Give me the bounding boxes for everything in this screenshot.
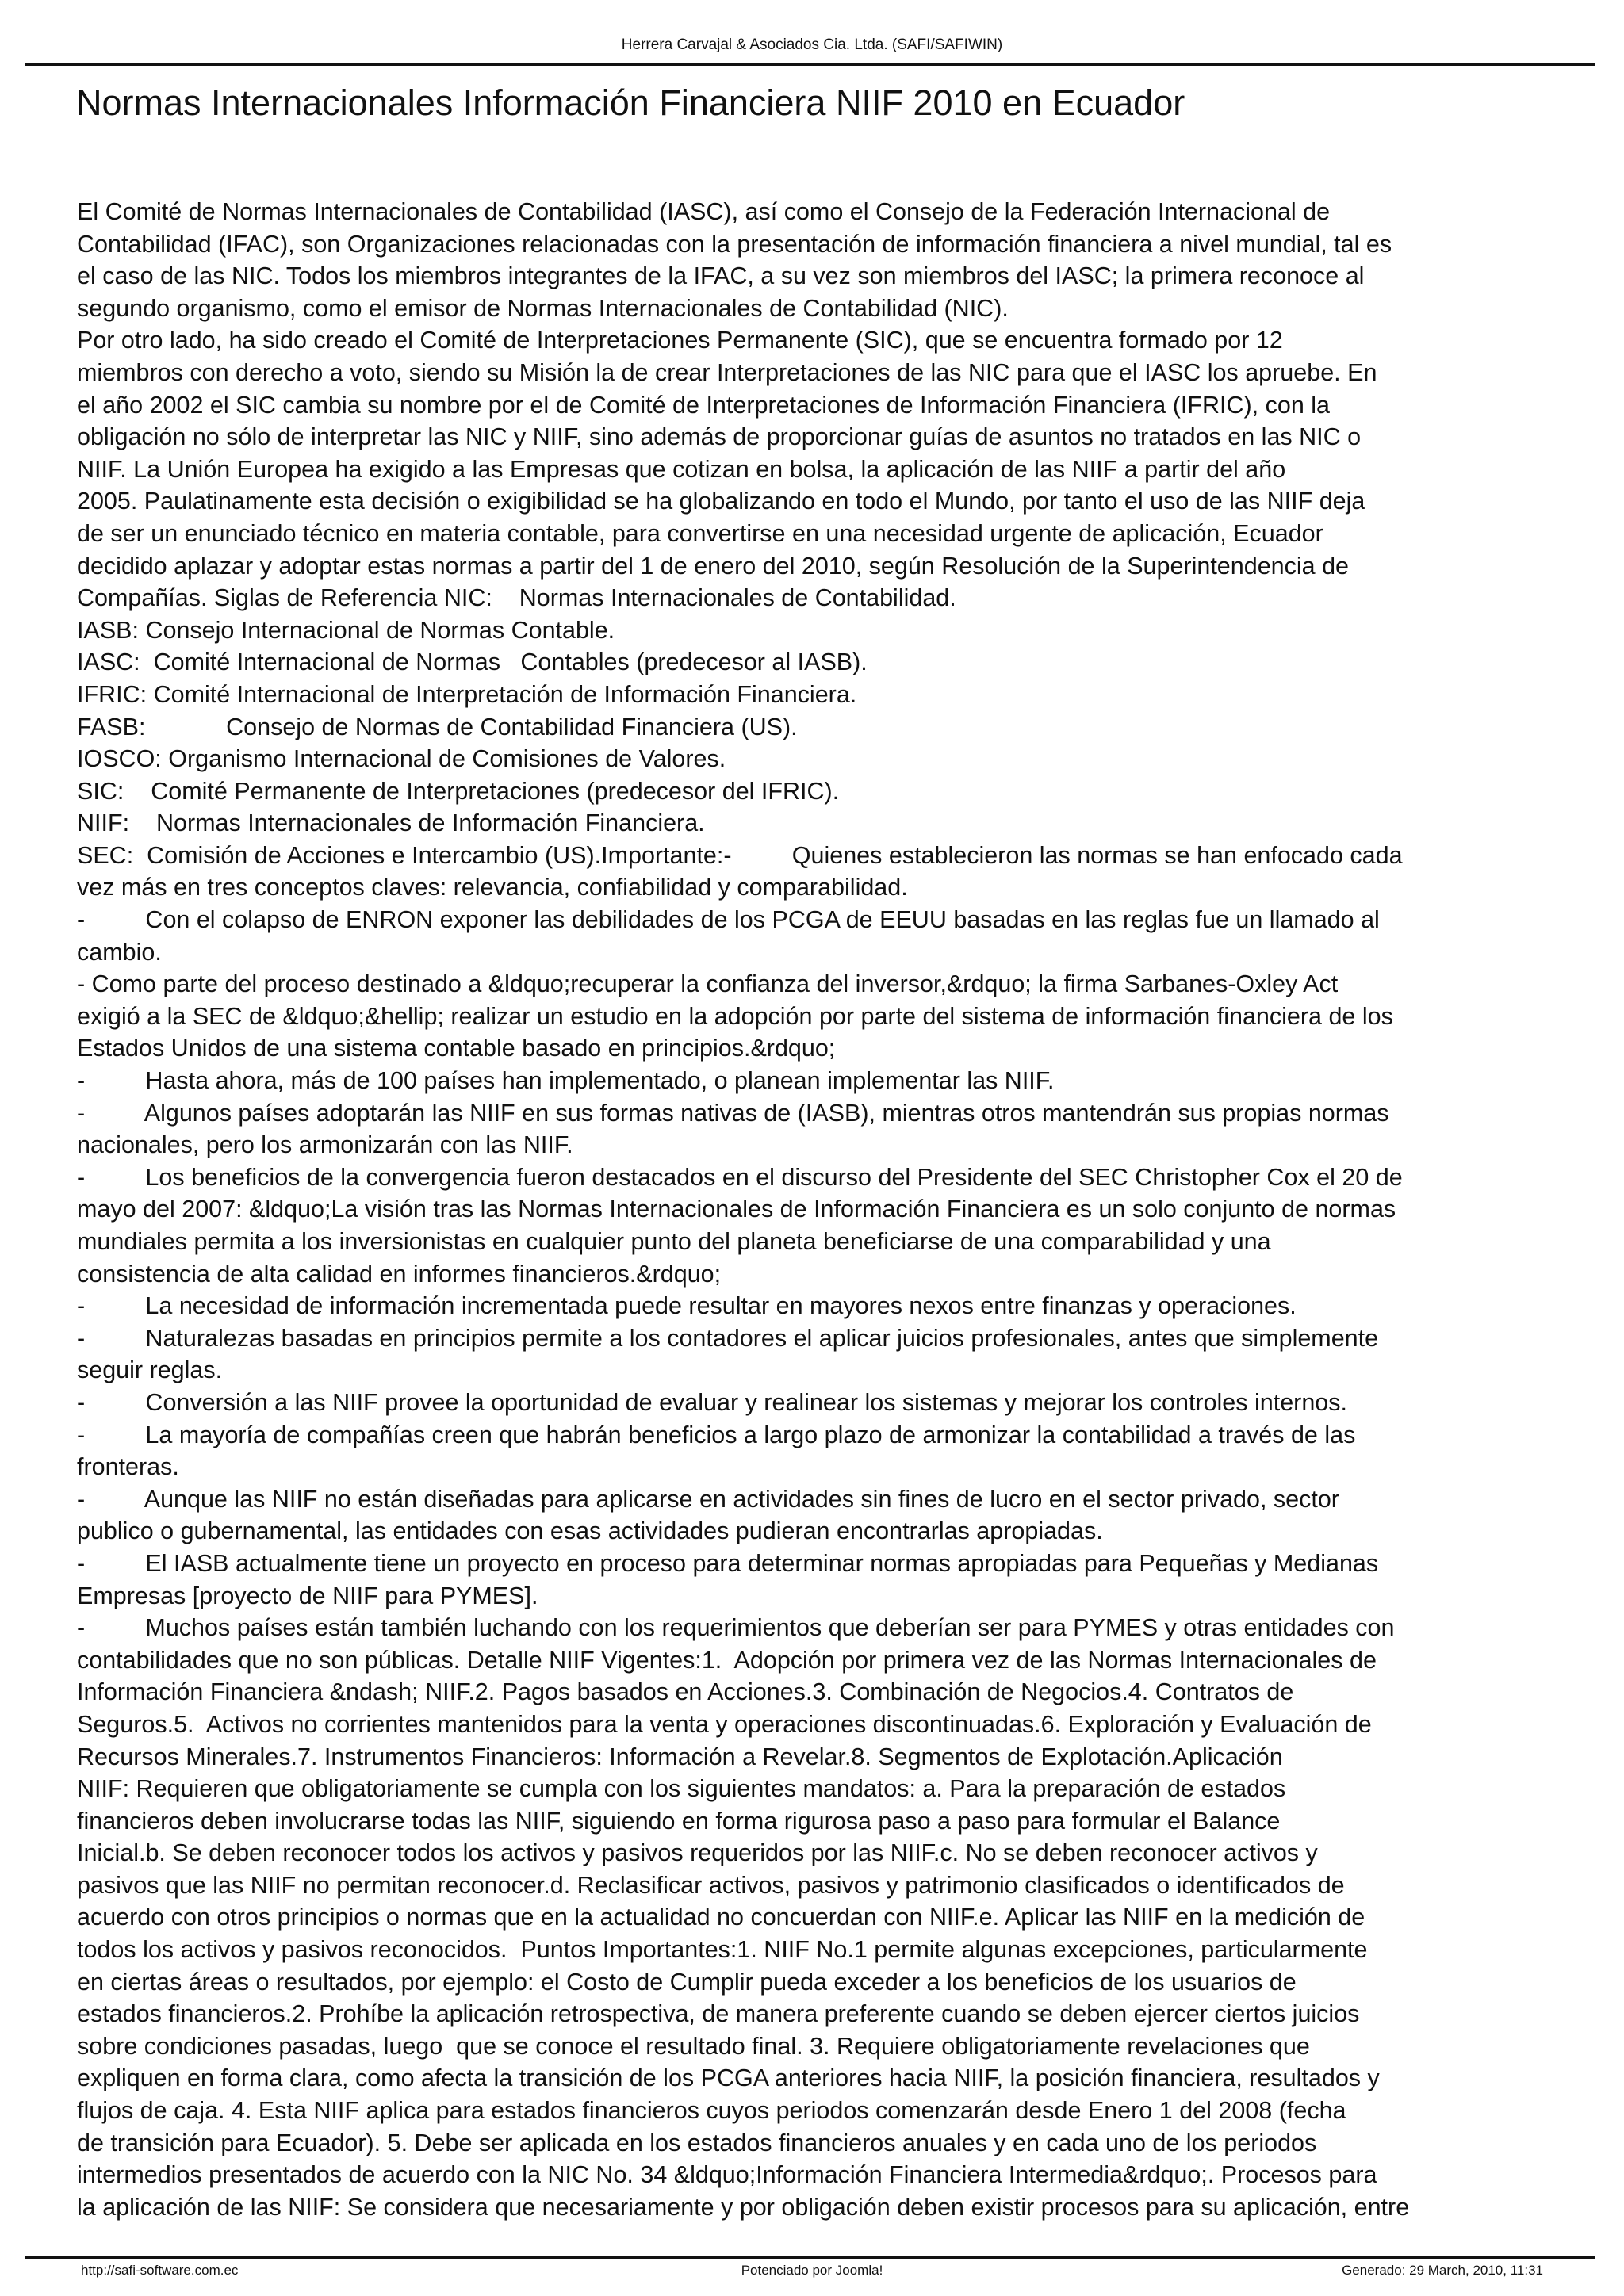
body-text-line: cambio. bbox=[77, 938, 162, 966]
body-text-line: fronteras. bbox=[77, 1453, 179, 1481]
page-title: Normas Internacionales Información Financiera NIIF 2010 en Ecuador bbox=[76, 82, 1185, 123]
body-text-line: NIIF: Normas Internacionales de Información Financiera. bbox=[77, 809, 705, 837]
body-text-line: la aplicación de las NIIF: Se considera que necesariamente y por obligación deben existir procesos para su aplicación, entre bbox=[77, 2193, 1410, 2221]
body-text-line: - Hasta ahora, más de 100 países han implementado, o planean implementar las NIIF. bbox=[77, 1067, 1055, 1095]
body-text-line: FASB: Consejo de Normas de Contabilidad Financiera (US). bbox=[77, 713, 798, 740]
body-text-line: Seguros.5. Activos no corrientes mantenidos para la venta y operaciones discontinuadas.6. Exploración y Evaluación de bbox=[77, 1710, 1372, 1738]
body-text-line: intermedios presentados de acuerdo con la NIC No. 34 &ldquo;Información Financiera Intermedia&rdquo;. Procesos para bbox=[77, 2161, 1377, 2189]
body-text-line: Información Financiera &ndash; NIIF.2. Pagos basados en Acciones.3. Combinación de Negocios.4. Contratos de bbox=[77, 1678, 1294, 1706]
body-text-line: contabilidades que no son públicas. Detalle NIIF Vigentes:1. Adopción por primera vez de las Normas Internacionales de bbox=[77, 1646, 1377, 1674]
body-text-line: financieros deben involucrarse todas las NIIF, siguiendo en forma rigurosa paso a paso para formular el Balance bbox=[77, 1807, 1281, 1835]
footer-powered-by: Potenciado por Joomla! bbox=[741, 2263, 883, 2278]
body-text-line: nacionales, pero los armonizarán con las NIIF. bbox=[77, 1131, 573, 1159]
body-text-line: NIIF. La Unión Europea ha exigido a las Empresas que cotizan en bolsa, la aplicación de las NIIF a partir del año bbox=[77, 455, 1286, 483]
body-text-line: - Aunque las NIIF no están diseñadas para aplicarse en actividades sin fines de lucro en el sector privado, sector bbox=[77, 1485, 1339, 1513]
body-text-line: de ser un enunciado técnico en materia contable, para convertirse en una necesidad urgente de aplicación, Ecuador bbox=[77, 519, 1323, 547]
body-text-line: 2005. Paulatinamente esta decisión o exigibilidad se ha globalizando en todo el Mundo, por tanto el uso de las NIIF deja bbox=[77, 488, 1365, 515]
body-text-line: todos los activos y pasivos reconocidos. Puntos Importantes:1. NIIF No.1 permite algunas excepciones, particularmente bbox=[77, 1936, 1368, 1964]
body-text-line: segundo organismo, como el emisor de Normas Internacionales de Contabilidad (NIC). bbox=[77, 294, 1009, 322]
body-text-line: - Los beneficios de la convergencia fueron destacados en el discurso del Presidente del SEC Christopher Cox el 20 de bbox=[77, 1163, 1403, 1191]
body-text-line: consistencia de alta calidad en informes financieros.&rdquo; bbox=[77, 1260, 722, 1288]
header-divider bbox=[25, 63, 1595, 66]
body-text-line: el caso de las NIC. Todos los miembros integrantes de la IFAC, a su vez son miembros del IASC; la primera reconoce al bbox=[77, 262, 1365, 290]
body-text-line: - Algunos países adoptarán las NIIF en sus formas nativas de (IASB), mientras otros mantendrán sus propias normas bbox=[77, 1099, 1389, 1127]
body-text-line: decidido aplazar y adoptar estas normas a partir del 1 de enero del 2010, según Resolución de la Superintendencia de bbox=[77, 552, 1350, 580]
body-text-line: - Naturalezas basadas en principios permite a los contadores el aplicar juicios profesionales, antes que simplemente bbox=[77, 1324, 1379, 1352]
body-text-line: - Muchos países están también luchando con los requerimientos que deberían ser para PYMES y otras entidades con bbox=[77, 1614, 1395, 1642]
body-text-line: flujos de caja. 4. Esta NIIF aplica para estados financieros cuyos periodos comenzarán desde Enero 1 del 2008 (fecha bbox=[77, 2097, 1346, 2125]
body-text-line: exigió a la SEC de &ldquo;&hellip; realizar un estudio en la adopción por parte del sistema de información financiera de los bbox=[77, 1002, 1393, 1030]
body-text-line: en ciertas áreas o resultados, por ejemplo: el Costo de Cumplir pueda exceder a los beneficios de los usuarios de bbox=[77, 1968, 1297, 1996]
page-header: Herrera Carvajal & Asociados Cia. Ltda. (SAFI/SAFIWIN) bbox=[621, 36, 1003, 53]
body-text-line: Por otro lado, ha sido creado el Comité de Interpretaciones Permanente (SIC), que se encuentra formado por 12 bbox=[77, 327, 1283, 354]
body-text-line: Compañías. Siglas de Referencia NIC: Normas Internacionales de Contabilidad. bbox=[77, 584, 956, 612]
body-text-line: Contabilidad (IFAC), son Organizaciones relacionadas con la presentación de información financiera a nivel mundial, tal es bbox=[77, 230, 1392, 258]
body-text-line: Inicial.b. Se deben reconocer todos los activos y pasivos requeridos por las NIIF.c. No se deben reconocer activos y bbox=[77, 1839, 1318, 1867]
body-text-line: SEC: Comisión de Acciones e Intercambio (US).Importante:- Quienes establecieron las normas se han enfocado cada bbox=[77, 841, 1403, 869]
footer-site-link[interactable]: http://safi-software.com.ec bbox=[81, 2263, 239, 2278]
body-text-line: El Comité de Normas Internacionales de Contabilidad (IASC), así como el Consejo de la Federación Internacional de bbox=[77, 198, 1331, 225]
footer-divider bbox=[25, 2256, 1595, 2259]
body-text-line: el año 2002 el SIC cambia su nombre por el de Comité de Interpretaciones de Información Financiera (IFRIC), con la bbox=[77, 391, 1331, 419]
body-text-line: IASC: Comité Internacional de Normas Contables (predecesor al IASB). bbox=[77, 649, 868, 676]
body-text-line: - La mayoría de compañías creen que habrán beneficios a largo plazo de armonizar la contabilidad a través de las bbox=[77, 1421, 1356, 1448]
body-text-line: mayo del 2007: &ldquo;La visión tras las Normas Internacionales de Información Financiera es un solo conjunto de normas bbox=[77, 1196, 1396, 1223]
body-text-line: de transición para Ecuador). 5. Debe ser aplicada en los estados financieros anuales y en cada uno de los periodos bbox=[77, 2129, 1317, 2156]
body-text-line: obligación no sólo de interpretar las NIC y NIIF, sino además de proporcionar guías de asuntos no tratados en las NIC o bbox=[77, 423, 1362, 451]
body-text-line: mundiales permita a los inversionistas en cualquier punto del planeta beneficiarse de una comparabilidad y una bbox=[77, 1228, 1271, 1255]
body-text-line: - La necesidad de información incrementada puede resultar en mayores nexos entre finanzas y operaciones. bbox=[77, 1292, 1297, 1320]
body-text-line: - Conversión a las NIIF provee la oportunidad de evaluar y realinear los sistemas y mejorar los controles internos. bbox=[77, 1388, 1347, 1416]
body-text-line: IASB: Consejo Internacional de Normas Contable. bbox=[77, 616, 615, 644]
body-text-line: miembros con derecho a voto, siendo su Misión la de crear Interpretaciones de las NIC para que el IASC los apruebe. En bbox=[77, 358, 1377, 386]
body-text-line: - El IASB actualmente tiene un proyecto en proceso para determinar normas apropiadas para Pequeñas y Medianas bbox=[77, 1549, 1379, 1577]
body-text-line: acuerdo con otros principios o normas que en la actualidad no concuerdan con NIIF.e. Aplicar las NIIF en la medición de bbox=[77, 1904, 1365, 1931]
body-text-line: - Con el colapso de ENRON exponer las debilidades de los PCGA de EEUU basadas en las reglas fue un llamado al bbox=[77, 906, 1380, 934]
body-text-line: vez más en tres conceptos claves: relevancia, confiabilidad y comparabilidad. bbox=[77, 874, 908, 901]
body-text-line: publico o gubernamental, las entidades con esas actividades pudieran encontrarlas apropiadas. bbox=[77, 1517, 1103, 1545]
body-text-line: IOSCO: Organismo Internacional de Comisiones de Valores. bbox=[77, 745, 726, 773]
body-text-line: - Como parte del proceso destinado a &ldquo;recuperar la confianza del inversor,&rdquo; la firma Sarbanes-Oxley Act bbox=[77, 970, 1339, 998]
footer-generated-date: Generado: 29 March, 2010, 11:31 bbox=[1342, 2263, 1543, 2278]
body-text-line: pasivos que las NIIF no permitan reconocer.d. Reclasificar activos, pasivos y patrimonio clasificados o identificados de bbox=[77, 1871, 1345, 1899]
body-text-line: Recursos Minerales.7. Instrumentos Financieros: Información a Revelar.8. Segmentos de Explotación.Aplicación bbox=[77, 1743, 1283, 1770]
body-text-line: Estados Unidos de una sistema contable basado en principios.&rdquo; bbox=[77, 1035, 836, 1062]
article-body bbox=[77, 196, 1607, 2223]
body-text-line: Empresas [proyecto de NIIF para PYMES]. bbox=[77, 1582, 538, 1609]
body-text-line: expliquen en forma clara, como afecta la transición de los PCGA anteriores hacia NIIF, la posición financiera, resultados y bbox=[77, 2064, 1380, 2092]
body-text-line: SIC: Comité Permanente de Interpretaciones (predecesor del IFRIC). bbox=[77, 777, 840, 805]
body-text-line: sobre condiciones pasadas, luego que se conoce el resultado final. 3. Requiere obligatoriamente revelaciones que bbox=[77, 2032, 1310, 2060]
body-text-line: IFRIC: Comité Internacional de Interpretación de Información Financiera. bbox=[77, 680, 857, 708]
body-text-line: seguir reglas. bbox=[77, 1357, 223, 1384]
body-text-line: NIIF: Requieren que obligatoriamente se cumpla con los siguientes mandatos: a. Para la preparación de estados bbox=[77, 1775, 1286, 1803]
body-text-line: estados financieros.2. Prohíbe la aplicación retrospectiva, de manera preferente cuando se deben ejercer ciertos juicios bbox=[77, 2000, 1360, 2028]
